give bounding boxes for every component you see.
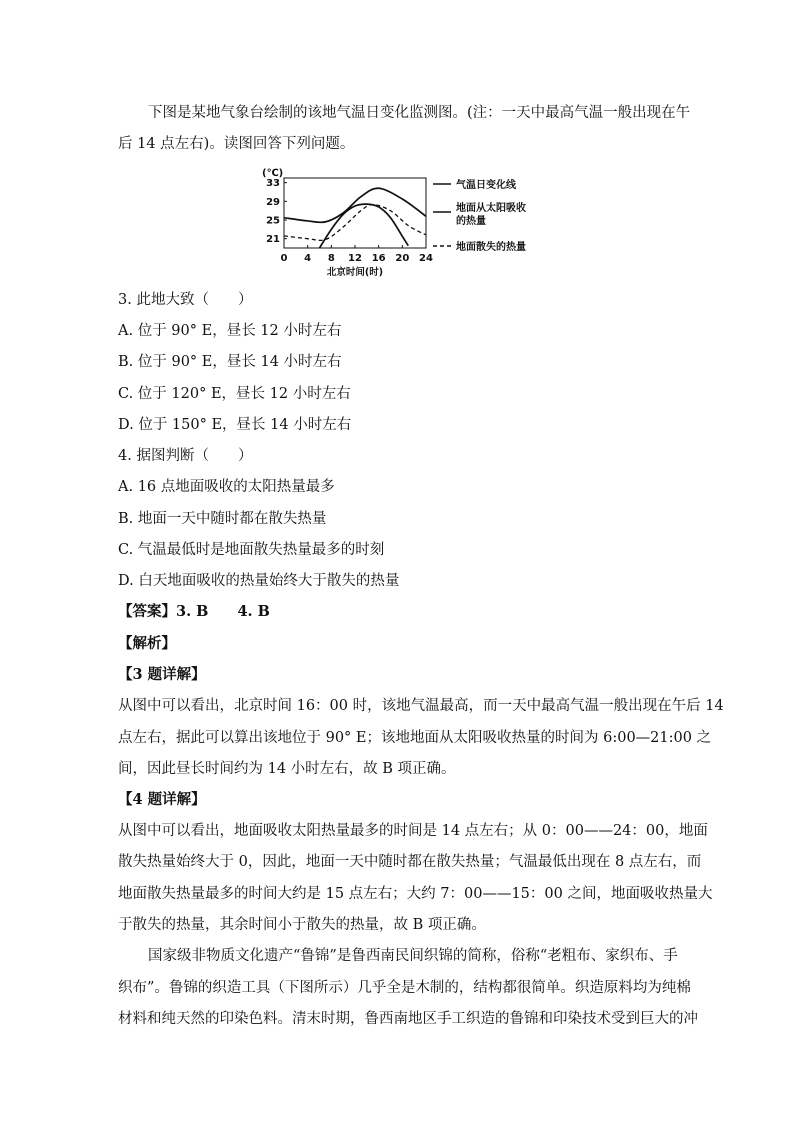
temperature-chart (258, 162, 558, 280)
y-tick-label: 33 (266, 178, 280, 190)
y-tick-label: 21 (266, 234, 280, 246)
q3-option-c: C. 位于 120° E，昼长 12 小时左右 (118, 386, 351, 402)
y-tick-label: 25 (266, 215, 280, 227)
q3-stem: 3. 此地大致（ ） (118, 292, 253, 308)
q3-option-b: B. 位于 90° E，昼长 14 小时左右 (118, 354, 342, 370)
q3-option-d: D. 位于 150° E，昼长 14 小时左右 (118, 417, 352, 433)
x-tick-label: 0 (280, 253, 288, 264)
analysis-title: 【解析】 (118, 635, 176, 652)
x-tick-label: 8 (327, 253, 335, 264)
intro-line-2: 后 14 点左右)。读图回答下列问题。 (118, 136, 355, 152)
y-tick-label: 29 (266, 196, 280, 208)
detail4-line-4: 于散失的热量，其余时间小于散失的热量，故 B 项正确。 (118, 917, 486, 933)
detail4-line-3: 地面散失热量最多的时间大约是 15 点左右；大约 7：00——15：00 之间，地面吸收热量大 (118, 886, 713, 902)
legend-label-absorbed-2: 的热量 (456, 216, 486, 227)
x-tick-label: 16 (371, 253, 386, 264)
detail3-title: 【3 题详解】 (118, 666, 206, 683)
para2-line-3: 材料和纯天然的印染色料。清末时期，鲁西南地区手工织造的鲁锦和印染技术受到巨大的冲 (118, 1011, 698, 1027)
chart-frame (284, 178, 426, 248)
detail3-line-3: 间，因此昼长时间约为 14 小时左右，故 B 项正确。 (118, 761, 456, 777)
q4-option-d: D. 白天地面吸收的热量始终大于散失的热量 (118, 573, 400, 589)
q3-option-a: A. 位于 90° E，昼长 12 小时左右 (118, 323, 342, 339)
q4-option-b: B. 地面一天中随时都在散失热量 (118, 511, 327, 527)
x-tick-label: 12 (348, 253, 362, 264)
detail4-line-1: 从图中可以看出，地面吸收太阳热量最多的时间是 14 点左右；从 0：00——24：00，地面 (118, 823, 708, 839)
para2-line-1: 国家级非物质文化遗产“鲁锦”是鲁西南民间织锦的简称，俗称“老粗布、家织布、手 (148, 948, 678, 964)
q4-option-c: C. 气温最低时是地面散失热量最多的时刻 (118, 542, 385, 558)
detail3-line-1: 从图中可以看出，北京时间 16：00 时，该地气温最高，而一天中最高气温一般出现在午后 14 (118, 698, 724, 714)
detail3-line-2: 点左右，据此可以算出该地位于 90° E；该地地面从太阳吸收热量的时间为 6:00—21:00 之 (118, 730, 712, 746)
legend-label-air-temp: 气温日变化线 (456, 180, 516, 191)
legend-label-lost: 地面散失的热量 (456, 242, 526, 253)
series-heat-lost (284, 205, 426, 241)
legend-label-absorbed-1: 地面从太阳吸收 (456, 203, 526, 214)
para2-line-2: 织布”。鲁锦的织造工具（下图所示）几乎全是木制的，结构都很简单。织造原料均为纯棉 (118, 980, 691, 996)
chart-unit-label: (℃) (262, 168, 284, 179)
x-tick-label: 24 (419, 253, 433, 264)
series-heat-absorbed (320, 204, 409, 248)
q4-option-a: A. 16 点地面吸收的太阳热量最多 (118, 479, 335, 495)
intro-line-1: 下图是某地气象台绘制的该地气温日变化监测图。(注：一天中最高气温一般出现在午 (148, 105, 691, 121)
q4-stem: 4. 据图判断（ ） (118, 448, 253, 464)
x-tick-label: 20 (395, 253, 410, 264)
x-tick-label: 4 (304, 253, 312, 264)
chart-x-label: 北京时间(时) (326, 267, 384, 278)
answer-line: 【答案】3. B 4. B (118, 603, 270, 620)
detail4-line-2: 散失热量始终大于 0，因此，地面一天中随时都在散失热量；气温最低出现在 8 点左右，而 (118, 854, 702, 870)
detail4-title: 【4 题详解】 (118, 791, 206, 808)
